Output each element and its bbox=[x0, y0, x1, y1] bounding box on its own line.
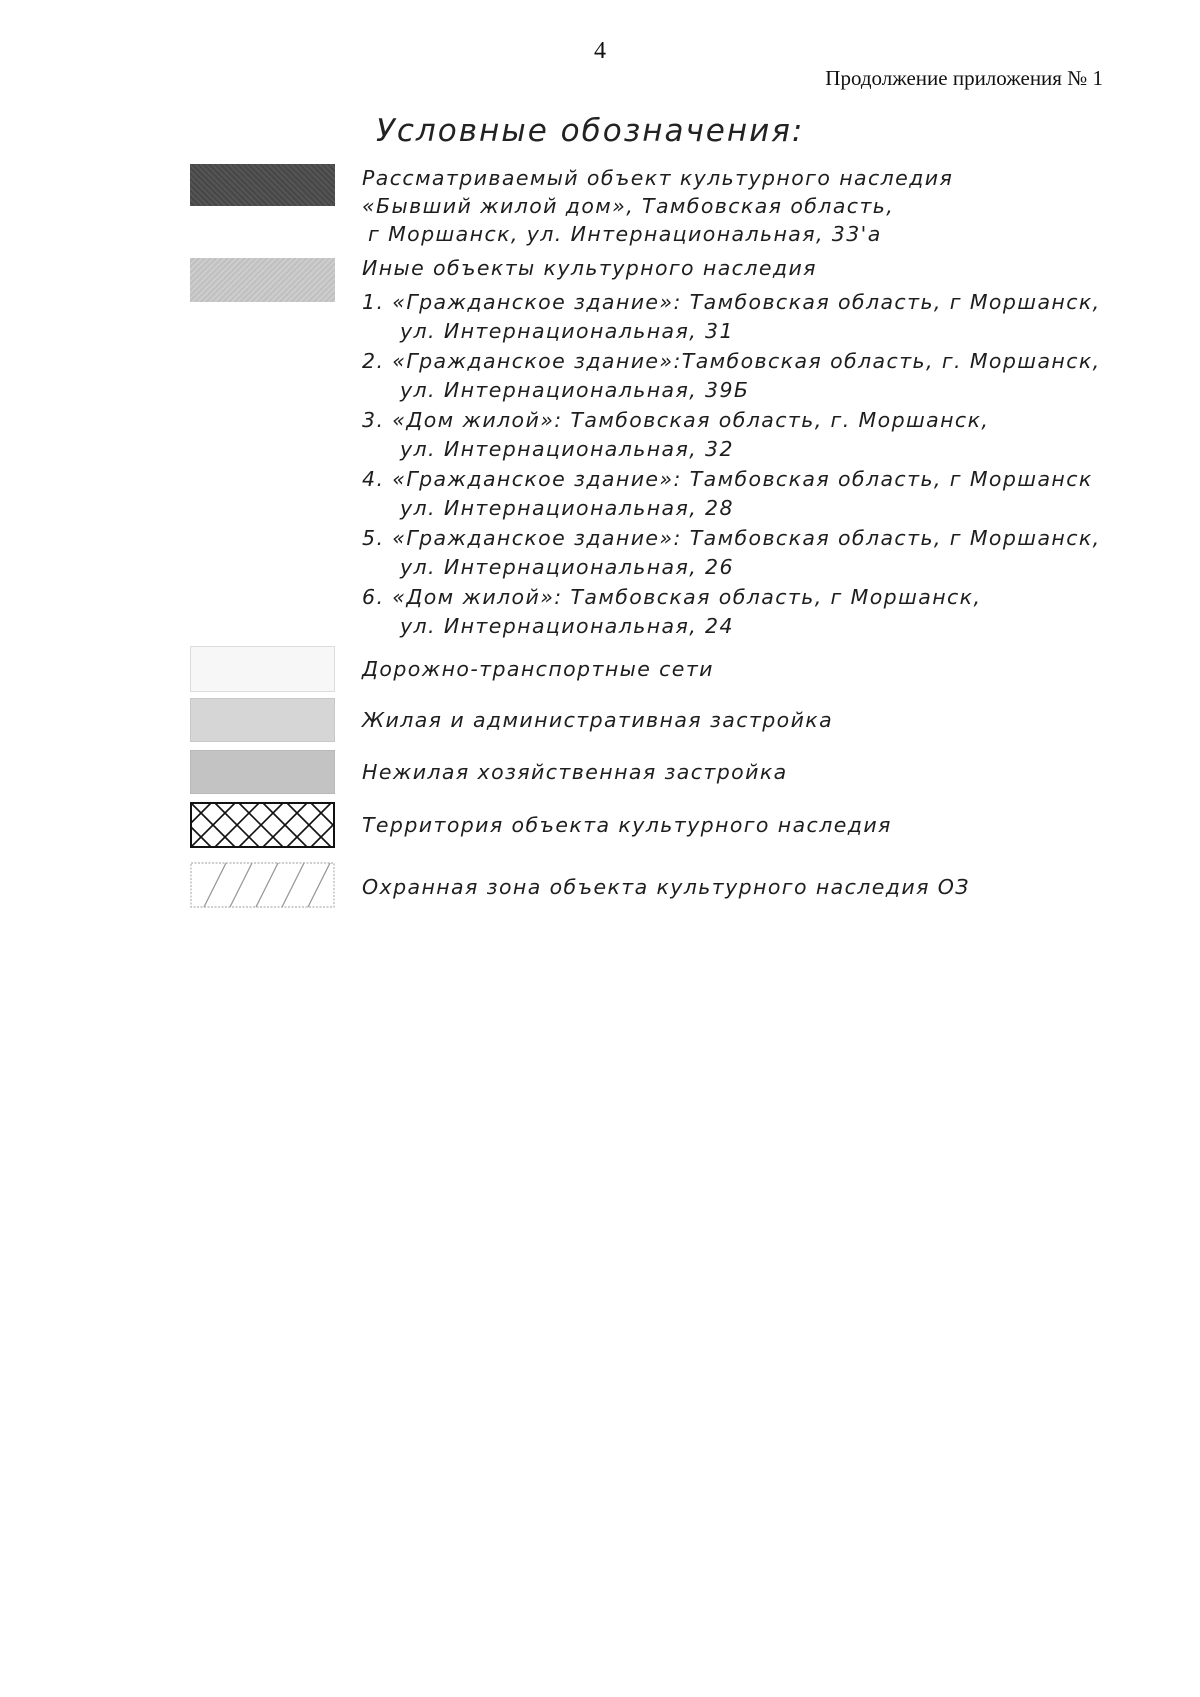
protection-zone-label: Охранная зона объекта культурного наследия ОЗ bbox=[362, 875, 970, 899]
page-number: 4 bbox=[594, 38, 606, 64]
road-network-label: Дорожно-транспортные сети bbox=[362, 657, 714, 681]
list-item-line: ул. Интернациональная, 31 bbox=[400, 319, 734, 343]
list-item-line: 6. «Дом жилой»: Тамбовская область, г Моршанск, bbox=[362, 585, 982, 609]
list-item bbox=[362, 406, 1101, 465]
swatch-non-residential bbox=[190, 750, 335, 794]
list-item bbox=[362, 465, 1101, 524]
legend-title: Условные обозначения: bbox=[376, 113, 805, 149]
list-item bbox=[362, 347, 1101, 406]
swatch-territory bbox=[190, 802, 335, 848]
appendix-note: Продолжение приложения № 1 bbox=[825, 66, 1103, 90]
list-item bbox=[362, 583, 1101, 642]
swatch-residential bbox=[190, 698, 335, 742]
other-objects-list bbox=[362, 288, 1101, 642]
non-residential-label: Нежилая хозяйственная застройка bbox=[362, 760, 788, 784]
swatch-target-object bbox=[190, 164, 335, 206]
swatch-protection-zone bbox=[190, 862, 335, 908]
list-item-line: 2. «Гражданское здание»:Тамбовская область, г. Моршанск, bbox=[362, 349, 1101, 373]
other-objects-heading: Иные объекты культурного наследия bbox=[362, 256, 817, 280]
list-item bbox=[362, 524, 1101, 583]
list-item-line: 5. «Гражданское здание»: Тамбовская область, г Моршанск, bbox=[362, 526, 1101, 550]
list-item-line: ул. Интернациональная, 39Б bbox=[400, 378, 750, 402]
swatch-other-objects bbox=[190, 258, 335, 302]
target-object-line: г Моршанск, ул. Интернациональная, 33'а bbox=[368, 222, 882, 246]
target-object-line: Рассматриваемый объект культурного наследия bbox=[362, 166, 954, 190]
target-object-line: «Бывший жилой дом», Тамбовская область, bbox=[362, 194, 895, 218]
list-item-line: ул. Интернациональная, 26 bbox=[400, 555, 734, 579]
residential-label: Жилая и административная застройка bbox=[362, 708, 834, 732]
list-item-line: ул. Интернациональная, 32 bbox=[400, 437, 734, 461]
list-item-line: 1. «Гражданское здание»: Тамбовская область, г Моршанск, bbox=[362, 290, 1101, 314]
target-object-description bbox=[362, 164, 953, 248]
list-item-line: 4. «Гражданское здание»: Тамбовская область, г Моршанск bbox=[362, 467, 1093, 491]
list-item bbox=[362, 288, 1101, 347]
list-item-line: 3. «Дом жилой»: Тамбовская область, г. Моршанск, bbox=[362, 408, 990, 432]
swatch-road-network bbox=[190, 646, 335, 692]
territory-label: Территория объекта культурного наследия bbox=[362, 813, 892, 837]
list-item-line: ул. Интернациональная, 28 bbox=[400, 496, 734, 520]
list-item-line: ул. Интернациональная, 24 bbox=[400, 614, 734, 638]
